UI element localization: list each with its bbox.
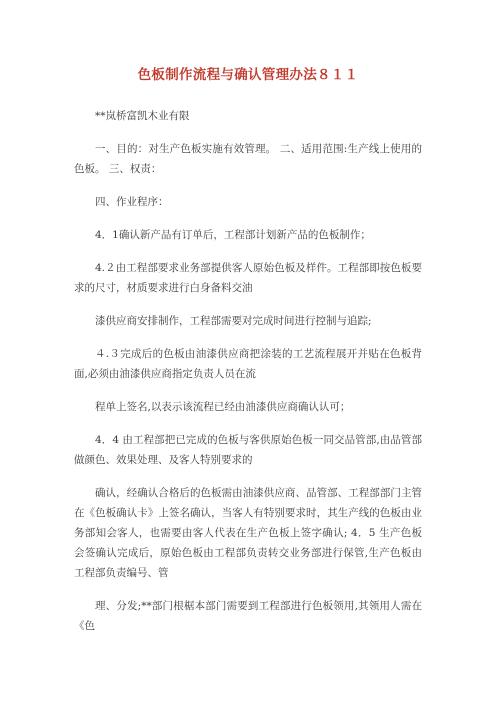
procedure-step-4-2: 4.２由工程部要求业务部提供客人原始色板及样件。工程部即按色板要求的尺寸，材质要求进行白身备料交油 (74, 262, 422, 294)
procedure-step-4-1: 4．1确认新产品有订单后，工程部计划新产品的色板制作； (95, 229, 371, 241)
procedure-step-4-4: 4．4 由工程部把已完成的色板与客供原始色板一同交品管部,由品管部做颜色、效果处理、及客人特别要求的 (74, 434, 422, 466)
document-title: 色板制作流程与确认管理办法８１１ (137, 67, 359, 83)
procedure-heading: 四、作业程序： (95, 196, 169, 208)
purpose-scope-paragraph: 一、目的：对生产色板实施有效管理。 二、适用范围:生产线上使用的色板。 三、权责： (74, 143, 422, 175)
procedure-step-4-3: ４.３完成后的色板由油漆供应商把涂装的工艺流程展开并贴在色板背面,必须由油漆供应商指定负责人员在流 (74, 348, 422, 380)
procedure-step-4-5-cont: 理、分发;**部门根椐本部门需要到工程部进行色板领用,其领用人需在《色 (74, 600, 422, 632)
procedure-step-4-2-cont: 漆供应商安排制作，工程部需要对完成时间进行控制与追踪; (95, 315, 372, 327)
procedure-step-4-4-cont: 确认，经确认合格后的色板需由油漆供应商、品管部、工程部部门主管在《色板确认卡》上签名确认，当客人有特别要求时，其生产线的色板由业务部知会客人，也需要由客人代表在生产色板上签字确认; 4．5 生产色板会签确认完成后，原始色板由工程部负责转交业务部进行保管,生产色板由工程部负责编号、管 (74, 487, 422, 579)
company-line: **岚桥富凯木业有限 (95, 110, 190, 122)
procedure-step-4-3-cont: 程单上签名,以表示该流程已经由油漆供应商确认认可； (95, 401, 351, 413)
